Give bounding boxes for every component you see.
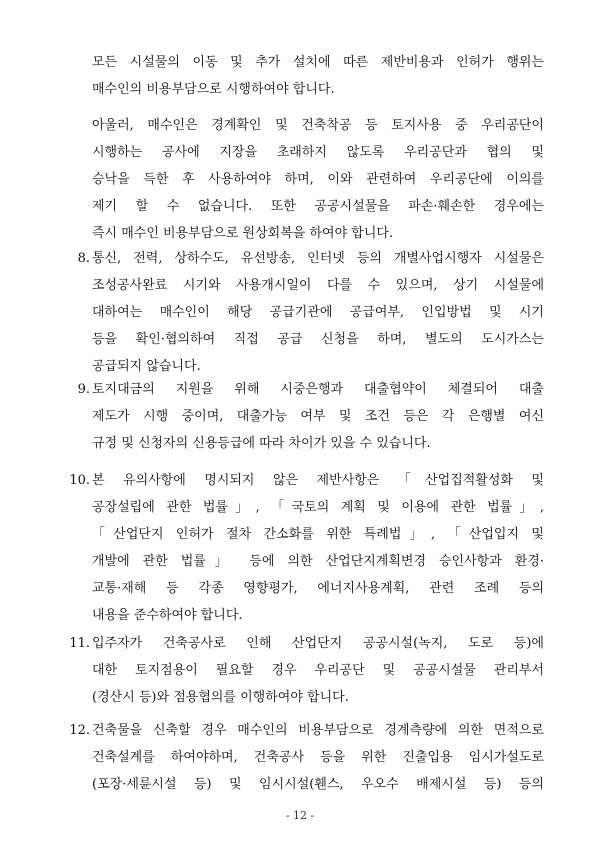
- text-line: 아울러, 매수인은 경계확인 및 건축착공 등 토지사용 중 우리공단이: [92, 118, 544, 133]
- paragraph-item-8: [92, 245, 544, 380]
- item-number: 9.: [77, 382, 90, 397]
- text-line: 내용을 준수하여야 합니다.: [92, 608, 243, 623]
- text-line: 본 유의사항에 명시되지 않은 제반사항은 「산업집적활성화 및: [92, 473, 544, 488]
- paragraph-additional-note: [92, 112, 544, 247]
- text-line: 모든 시설물의 이동 및 추가 설치에 따른 제반비용과 인허가 행위는: [92, 55, 544, 70]
- text-line: (포장·세륜시설 등) 및 임시시설(휀스, 우오수 배제시설 등) 등의: [92, 777, 544, 792]
- item-number: 11.: [69, 636, 90, 651]
- text-line: 규정 및 신청자의 신용등급에 따라 차이가 있을 수 있습니다.: [92, 436, 431, 451]
- item-number: 8.: [77, 251, 90, 266]
- text-line: 교통·재해 등 각종 영향평가, 에너지사용계획, 관련 조례 등의: [92, 581, 544, 596]
- paragraph-continuation: [92, 49, 544, 103]
- text-line: 시행하는 공사에 지장을 초래하지 않도록 우리공단과 협의 및: [92, 145, 544, 160]
- text-line: 개발에 관한 법률」 등에 의한 산업단지계획변경 승인사항과 환경·: [92, 554, 544, 569]
- paragraph-item-12: [92, 717, 544, 798]
- text-line: 건축물을 신축할 경우 매수인의 비용부담으로 경계측량에 의한 면적으로: [92, 723, 544, 738]
- text-line: 토지대금의 지원을 위해 시중은행과 대출협약이 체결되어 대출: [92, 382, 544, 397]
- text-line: 대한 토지점용이 필요할 경우 우리공단 및 공공시설물 관리부서: [92, 663, 544, 678]
- item-number: 12.: [69, 723, 90, 738]
- paragraph-item-9: [92, 376, 544, 457]
- paragraph-item-11: [92, 630, 544, 711]
- text-line: 제도가 시행 중이며, 대출가능 여부 및 조건 등은 각 은행별 여신: [92, 409, 544, 424]
- text-line: 승낙을 득한 후 사용하여야 하며, 이와 관련하여 우리공단에 이의를: [92, 172, 544, 187]
- text-line: 등을 확인·협의하여 직접 공급 신청을 하며, 별도의 도시가스는: [92, 332, 544, 347]
- item-number: 10.: [69, 473, 90, 488]
- text-line: 조성공사완료 시기와 사용개시일이 다를 수 있으며, 상기 시설물에: [92, 278, 544, 293]
- text-line: (경산시 등)와 점용협의를 이행하여야 합니다.: [92, 690, 349, 705]
- text-line: 「산업단지 인허가 절차 간소화를 위한 특례법」, 「산업입지 및: [92, 527, 544, 542]
- page-number: - 12 -: [285, 809, 315, 822]
- text-line: 매수인의 비용부담으로 시행하여야 합니다.: [92, 82, 335, 97]
- text-line: 입주자가 건축공사로 인해 산업단지 공공시설(녹지, 도로 등)에: [92, 636, 544, 651]
- text-line: 공급되지 않습니다.: [92, 359, 201, 374]
- text-line: 즉시 매수인 비용부담으로 원상회복을 하여야 합니다.: [92, 226, 394, 241]
- paragraph-item-10: [92, 467, 544, 629]
- text-line: 통신, 전력, 상하수도, 유선방송, 인터넷 등의 개별사업시행자 시설물은: [92, 251, 544, 266]
- text-line: 건축설계를 하여야하며, 건축공사 등을 위한 진출입용 임시가설도로: [92, 750, 544, 765]
- text-line: 대하여는 매수인이 해당 공급기관에 공급여부, 인입방법 및 시기: [92, 305, 544, 320]
- text-line: 공장설립에 관한 법률」, 「국토의 계획 및 이용에 관한 법률」,: [92, 500, 544, 515]
- text-line: 제기 할 수 없습니다. 또한 공공시설물을 파손·훼손한 경우에는: [92, 199, 544, 214]
